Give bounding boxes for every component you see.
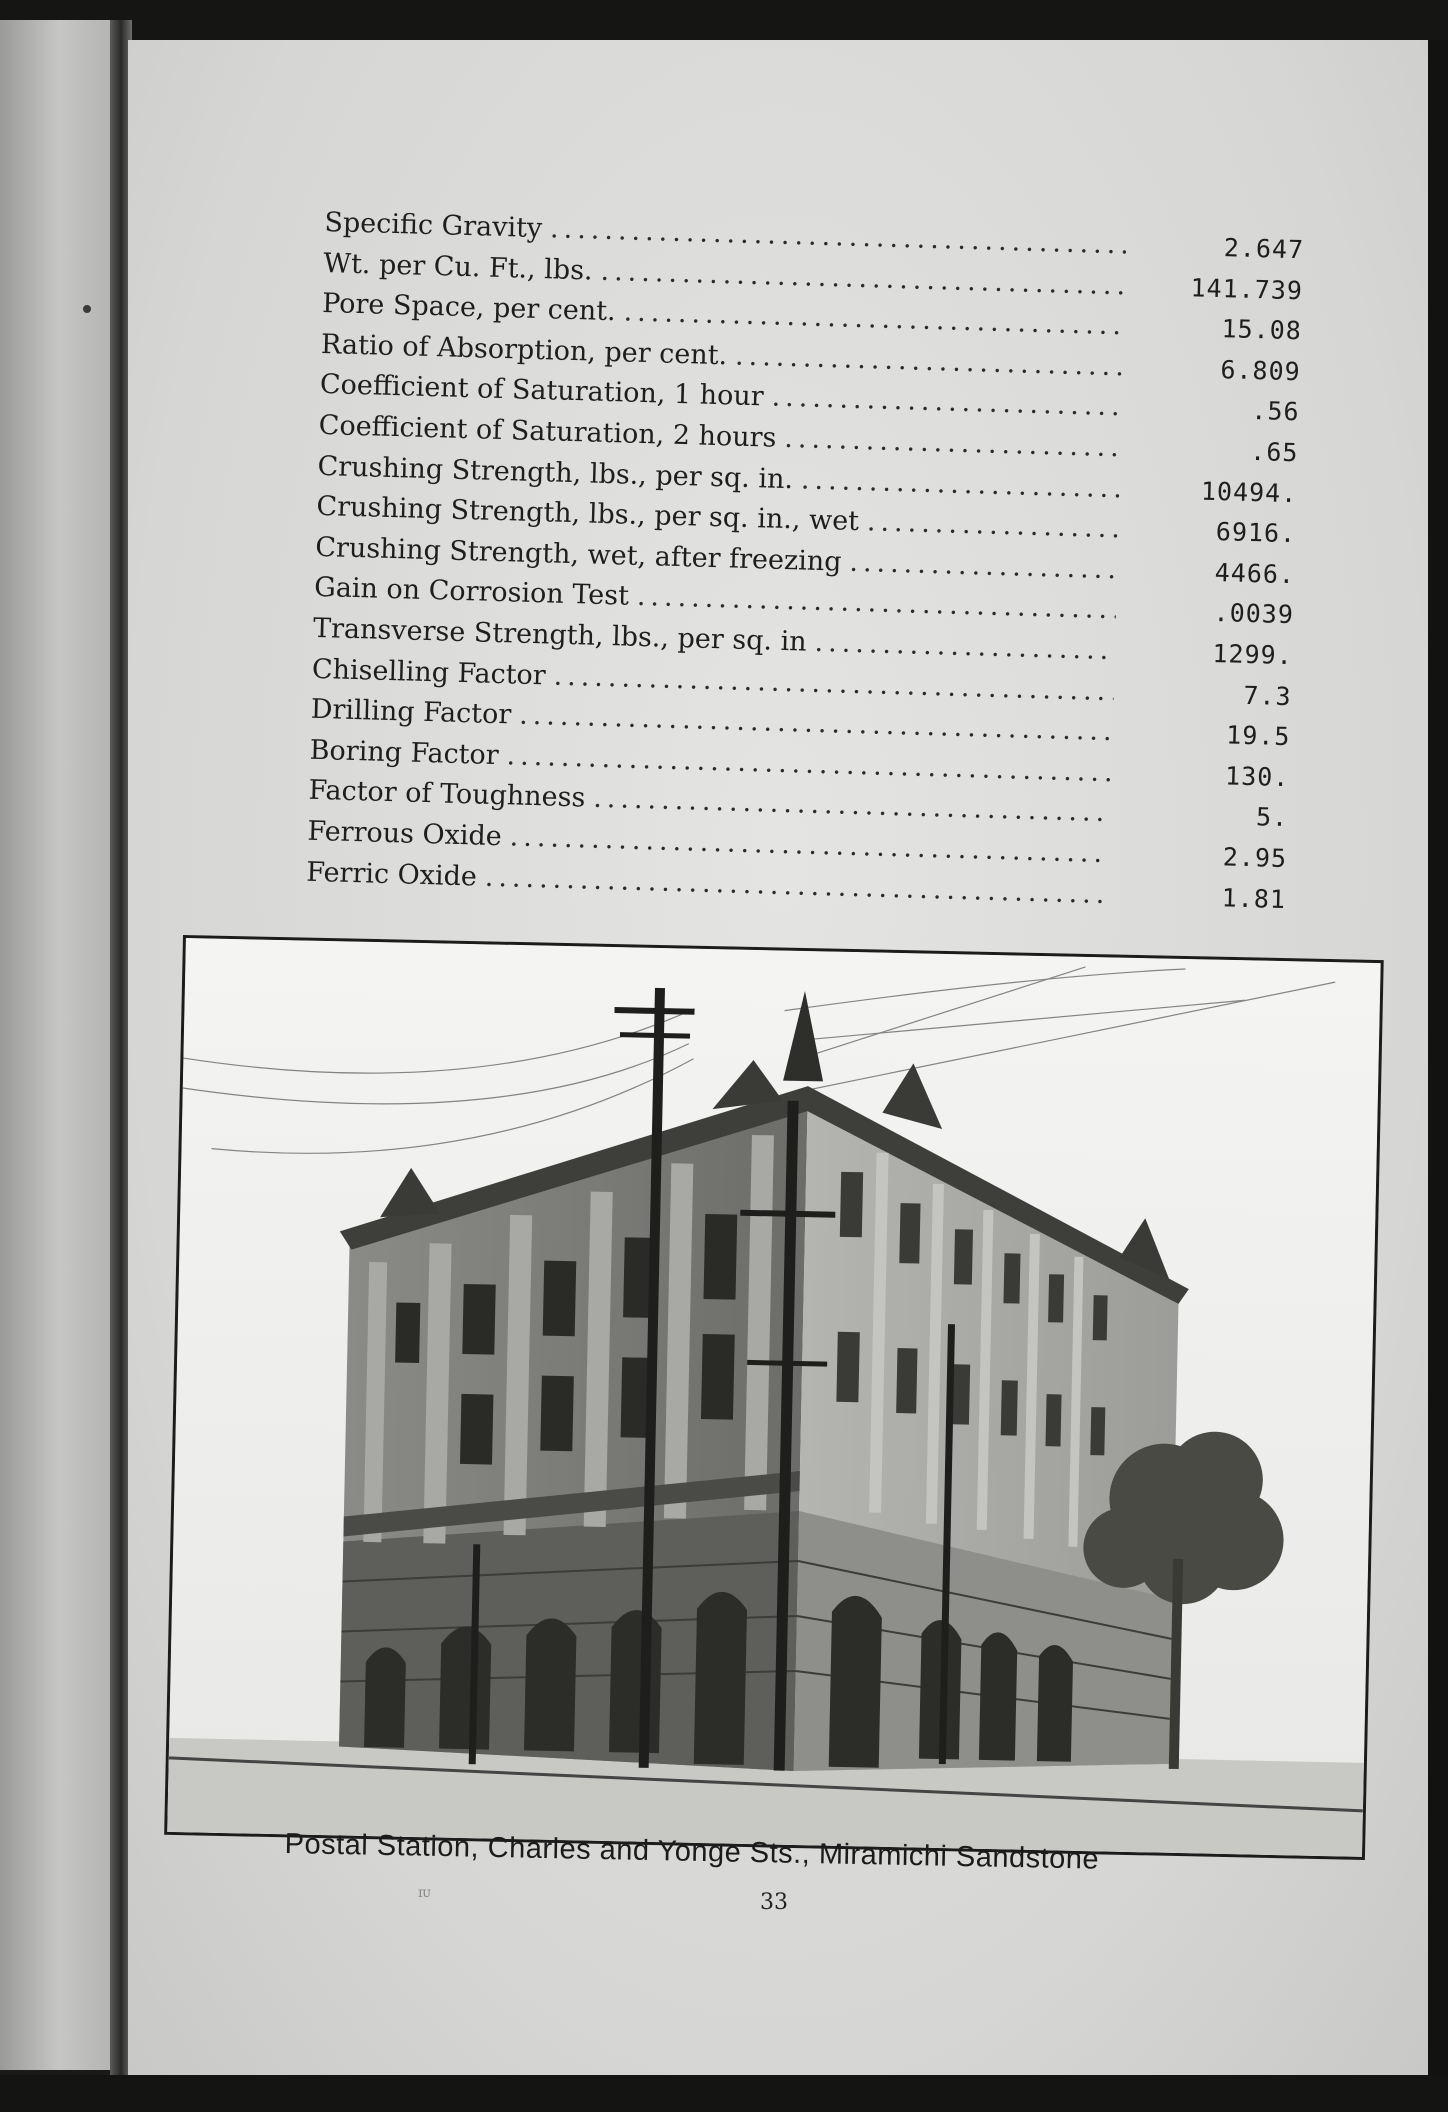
property-value: 19.5 bbox=[1225, 720, 1291, 752]
property-value: 6.809 bbox=[1220, 354, 1302, 387]
property-label: Coefficient of Saturation, 2 hours bbox=[318, 409, 777, 454]
property-label: Ferric Oxide bbox=[305, 856, 478, 892]
property-value: 1.81 bbox=[1221, 882, 1287, 914]
dot-leader bbox=[849, 543, 1118, 590]
scan-right-border bbox=[1428, 40, 1448, 2112]
property-value: .65 bbox=[1249, 436, 1299, 468]
stray-mark: ɪᴜ bbox=[418, 1885, 431, 1901]
property-value: 10494. bbox=[1200, 476, 1298, 508]
property-label: Drilling Factor bbox=[310, 693, 512, 731]
property-label: Crushing Strength, wet, after freezing bbox=[314, 531, 842, 578]
property-label: Crushing Strength, lbs., per sq. in. bbox=[317, 450, 794, 495]
paper-speck bbox=[83, 305, 91, 313]
property-label: Ratio of Absorption, per cent. bbox=[320, 328, 728, 372]
property-value: 6916. bbox=[1215, 517, 1297, 549]
property-value: 1299. bbox=[1212, 638, 1294, 671]
property-label: Ferrous Oxide bbox=[307, 815, 503, 853]
property-value: .0039 bbox=[1213, 598, 1295, 630]
property-value: 4466. bbox=[1214, 557, 1296, 589]
property-value: 2.95 bbox=[1222, 842, 1288, 874]
facing-page bbox=[0, 20, 118, 2070]
property-value: 2.647 bbox=[1223, 233, 1305, 265]
property-label: Transverse Strength, lbs., per sq. in bbox=[312, 612, 808, 658]
dot-leader bbox=[866, 502, 1118, 549]
building-photograph bbox=[164, 935, 1384, 1860]
scan-bottom-border bbox=[0, 2075, 1448, 2112]
property-label: Pore Space, per cent. bbox=[321, 288, 617, 328]
property-label: Gain on Corrosion Test bbox=[313, 572, 630, 612]
stone-properties-list bbox=[306, 203, 1305, 920]
property-value: 7.3 bbox=[1243, 680, 1293, 711]
property-value: 130. bbox=[1224, 761, 1290, 792]
property-value: 5. bbox=[1255, 802, 1289, 833]
page-number: 33 bbox=[760, 1890, 788, 1915]
property-label: Boring Factor bbox=[309, 734, 500, 771]
photo-caption: Postal Station, Charles and Yonge Sts., Miramichi Sandstone bbox=[284, 1828, 1100, 1876]
property-value: 141.739 bbox=[1190, 272, 1304, 305]
property-label: Specific Gravity bbox=[324, 206, 543, 245]
property-value: .56 bbox=[1250, 396, 1300, 427]
property-label: Crushing Strength, lbs., per sq. in., wet bbox=[316, 491, 860, 538]
property-label: Coefficient of Saturation, 1 hour bbox=[319, 369, 765, 413]
property-value: 15.08 bbox=[1221, 314, 1303, 346]
property-label: Chiselling Factor bbox=[311, 653, 547, 691]
property-label: Wt. per Cu. Ft., lbs. bbox=[322, 247, 594, 287]
property-label: Factor of Toughness bbox=[308, 775, 586, 814]
